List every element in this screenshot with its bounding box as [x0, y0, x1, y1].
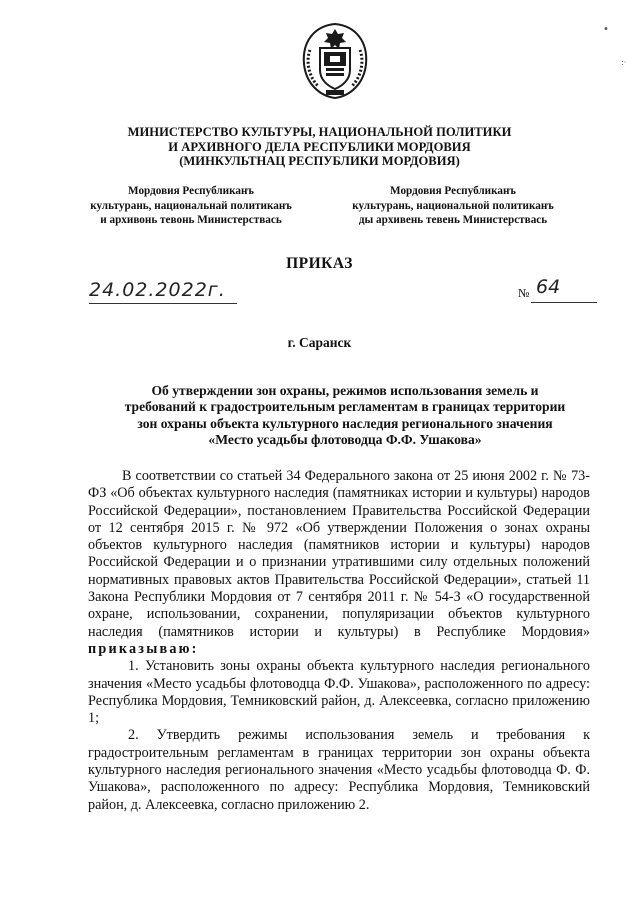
number-underline	[531, 302, 597, 303]
ministry-line: И АРХИВНОГО ДЕЛА РЕСПУБЛИКИ МОРДОВИЯ	[168, 139, 471, 154]
scan-mark: •	[603, 24, 609, 35]
order-item-1: 1. Установить зоны охраны объекта культурного наследия регионального значения «Место усадьбы флотоводца Ф.Ф. Ушакова», расположенного по адресу: Республика Мордовия, Темниковский район, д. Алексеевка, согласно приложению 1;	[88, 658, 590, 727]
title-line: требований к градостроительным регламентам в границах территории	[124, 399, 566, 415]
ministry-line: МИНИСТЕРСТВО КУЛЬТУРЫ, НАЦИОНАЛЬНОЙ ПОЛИТИКИ	[127, 125, 512, 139]
document-type: ПРИКАЗ	[286, 255, 353, 272]
order-body	[88, 468, 590, 814]
ministry-line: и архивонь тевонь Министерствась	[100, 214, 282, 227]
number-label: №	[518, 286, 530, 300]
order-item-2: 2. Утвердить режимы использования земель и требования к градостроительным регламентам в границах территории зон охраны объекта культурного наследия регионального значения «Место усадьбы флотоводца Ф. Ф. Ушакова», расположенного по адресу: Республика Мордовия, Темниковский район, д. Алексеевка, согласно приложению 2.	[88, 727, 590, 813]
ministry-line: ды архивень тевень Министерствась	[358, 214, 548, 227]
ministry-name	[60, 125, 579, 169]
city: г. Саранск	[287, 335, 352, 350]
ministry-line: культурань, национальной политиканъ	[352, 199, 554, 212]
directive-word: приказываю:	[88, 640, 199, 657]
title-line: Об утверждении зон охраны, режимов использования земель и	[151, 383, 539, 398]
ministry-line: (МИНКУЛЬТНАЦ РЕСПУБЛИКИ МОРДОВИЯ)	[179, 154, 460, 168]
preamble-text: В соответствии со статьей 34 Федерального закона от 25 июня 2002 г. № 73-ФЗ «Об объектах культурного наследия (памятниках истории и культуры) народов Российской Федерации», постановлением Правительства Российской Федерации от 12 сентября 2015 г. № 972 «Об утверждении Положения о зонах охраны объектов культурного наследия (памятников истории и культуры) народов Российской Федерации и о признании утратившими силу отдельных положений нормативных правовых актов Правительства Российской Федерации», статьей 11 Закона Республики Мордовия от 7 сентября 2011 г. № 54-З «О государственной охране, использовании, сохранении, популяризации объектов культурного наследия (памятников истории и культуры) в Республике Мордовия»	[88, 468, 590, 640]
ministry-line: Мордовия Республиканъ	[390, 185, 516, 197]
ministry-name-erzya	[328, 184, 578, 228]
handwritten-number: 64	[536, 276, 561, 298]
title-line: «Место усадьбы флотоводца Ф.Ф. Ушакова»	[208, 432, 482, 448]
order-title	[86, 383, 604, 449]
scan-mark: :·	[621, 58, 627, 67]
coat-of-arms-icon	[296, 20, 374, 102]
preamble-paragraph	[88, 468, 590, 658]
date-underline	[89, 303, 237, 304]
title-line: зон охраны объекта культурного наследия регионального значения	[137, 415, 553, 431]
handwritten-date: 24.02.2022г.	[89, 279, 226, 301]
ministry-name-moksha	[66, 184, 316, 228]
ministry-line: Мордовия Республиканъ	[128, 185, 254, 197]
ministry-line: культурань, национальнай политиканъ	[90, 199, 292, 212]
